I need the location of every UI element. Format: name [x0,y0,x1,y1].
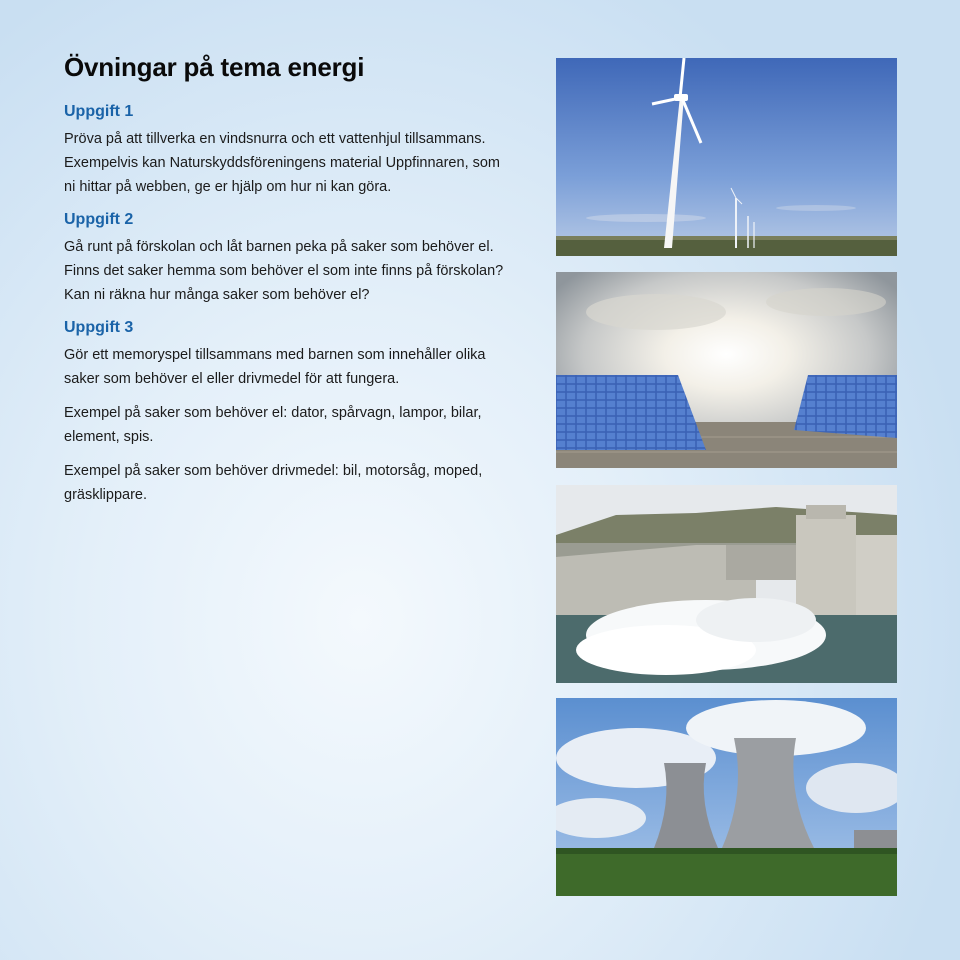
task-3 [64,319,504,507]
page-title: Övningar på tema energi [64,52,365,82]
hydro-dam-photo [556,485,897,683]
task-paragraph: Exempel på saker som behöver drivmedel: bil, motorsåg, moped, gräsklippare. [64,463,483,503]
wind-turbine-photo [556,58,897,256]
task-paragraph: Pröva på att tillverka en vindsnurra och ett vattenhjul tillsammans. Exempelvis kan Naturskyddsföreningens material Uppfinnaren, som ni hittar på webben, ge er hjälp om hur ni kan göra. [64,131,501,195]
task-paragraph: Gå runt på förskolan och låt barnen peka på saker som behöver el. Finns det saker hemma som behöver el som inte finns på förskolan? Kan ni räkna hur många saker som behöver el? [64,239,504,303]
task-2 [64,211,504,307]
task-heading: Uppgift 2 [64,211,134,228]
task-heading: Uppgift 3 [64,319,134,336]
cooling-tower-photo [556,698,897,896]
task-1 [64,103,504,199]
text-column [64,52,504,519]
task-heading: Uppgift 1 [64,103,134,120]
task-paragraph: Exempel på saker som behöver el: dator, spårvagn, lampor, bilar, element, spis. [64,405,482,445]
solar-panel-photo [556,272,897,468]
task-paragraph: Gör ett memoryspel tillsammans med barnen som innehåller olika saker som behöver el eller drivmedel för att fungera. [64,347,486,387]
